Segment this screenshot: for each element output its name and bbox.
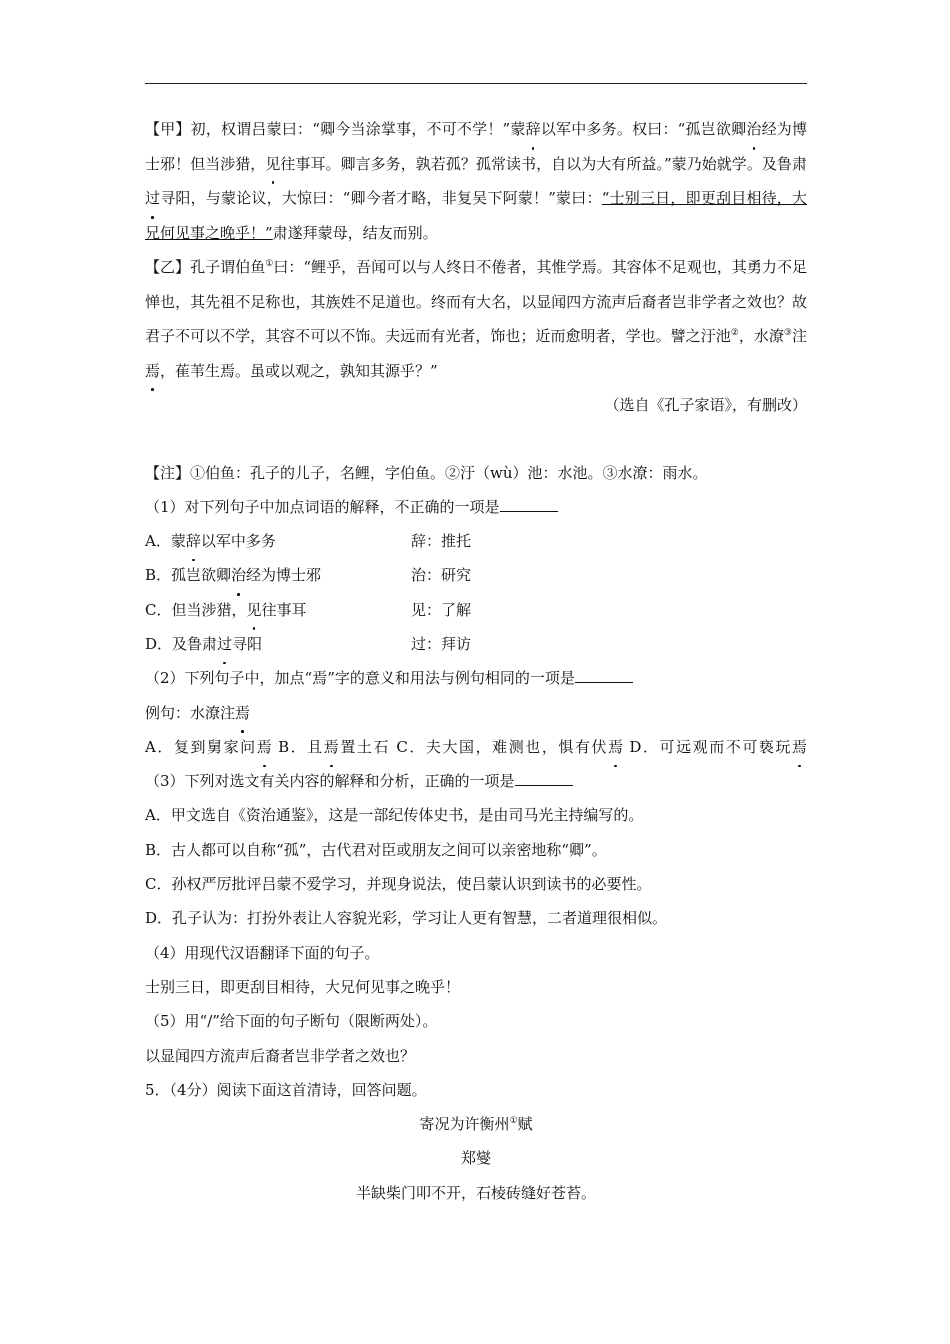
text: 以军中多务。权曰：“孤岂欲卿	[540, 120, 747, 138]
option-gloss: 过：拜访	[411, 634, 472, 653]
footnote-mark: ③	[783, 328, 792, 338]
dotted-char: 焉	[235, 696, 250, 730]
q2-example	[145, 696, 807, 730]
q3-option-d: D．孔子认为：打扮外表让人容貌光彩，学习让人更有智慧，二者道理很相似。	[145, 909, 668, 928]
text: 置土石 C．夫大国，难测也，惧有伏	[338, 737, 609, 756]
answer-blank[interactable]	[575, 668, 633, 683]
text: A．复到舅家问	[145, 737, 257, 756]
text: 肃遂拜蒙母，结友而别。	[272, 223, 438, 242]
text: B．孤岂欲卿	[145, 566, 232, 585]
answer-blank[interactable]	[500, 497, 558, 512]
option-gloss: 治：研究	[411, 566, 472, 585]
header-rule	[145, 83, 807, 84]
text: 寻阳，与蒙论议，大惊曰：“卿今者才略，非复吴下阿蒙！”蒙曰：	[160, 189, 602, 207]
footnote-mark: ①	[509, 1116, 518, 1127]
text: 例句：水潦注	[145, 703, 236, 722]
dotted-char: 辞	[186, 524, 201, 558]
text: D．及鲁肃	[145, 634, 218, 653]
text: ，萑苇生焉。虽或以观之，孰知其源乎？”	[160, 361, 438, 380]
footnote-mark: ①	[265, 259, 274, 269]
q5-sentence: 以显闻四方流声后裔者岂非学者之效也？	[145, 1046, 416, 1065]
text: D．可远观而不可亵玩	[623, 737, 792, 756]
option-text	[145, 524, 276, 558]
q3-option-b: B．古人都可以自称“孤”，古代君对臣或朋友之间可以亲密地称“卿”。	[145, 840, 607, 859]
source-citation: （选自《孔子家语》，有删改）	[604, 396, 807, 414]
text: 【甲】初，权谓吕蒙曰：“卿今当涂掌事，不可不学！”蒙	[145, 120, 526, 138]
q2-options	[145, 730, 807, 764]
text: B．且	[271, 737, 324, 756]
footnote-mark: ②	[730, 328, 739, 338]
q1-stem	[145, 490, 807, 524]
dotted-char: 见	[246, 593, 261, 627]
passage-yi	[145, 250, 807, 388]
dotted-char: 焉	[257, 730, 272, 764]
dotted-char: 过	[145, 181, 160, 216]
text: C．但当涉猎，	[145, 600, 247, 619]
text: （1）对下列句子中加点词语的解释，不正确的一项是	[145, 497, 500, 516]
q5-stem: （5）用“/”给下面的句子断句（限断两处）。	[145, 1012, 438, 1031]
text: 【乙】孔子谓伯鱼	[145, 258, 266, 276]
q1-option-c	[145, 593, 807, 627]
text: （3）下列对选文有关内容的解释和分析，正确的一项是	[145, 772, 515, 791]
q4-stem: （4）用现代汉语翻译下面的句子。	[145, 943, 380, 962]
annotation-notes: 【注】①伯鱼：孔子的儿子，名鲤，字伯鱼。②汙（wù）池：水池。③水潦：雨水。	[145, 463, 708, 482]
underlined-sentence: “士别三日，即更刮目相待，大兄何见事之晚乎！”	[145, 189, 808, 242]
dotted-char: 过	[217, 627, 232, 661]
dotted-char: 焉	[324, 730, 339, 764]
question-5-stem: 5．（4分）阅读下面这首清诗，回答问题。	[145, 1080, 427, 1099]
dotted-char: 焉	[145, 354, 160, 389]
q4-sentence: 士别三日，即更刮目相待，大兄何见事之晚乎！	[145, 977, 461, 996]
q1-option-b	[145, 558, 807, 592]
q3-stem	[145, 764, 807, 798]
q3-option-c: C．孙权严厉批评吕蒙不爱学习，并现身说法，使吕蒙认识到读书的必要性。	[145, 875, 652, 894]
q1-option-a	[145, 524, 807, 558]
text: 曰：“鲤乎，吾闻可以与人终日不倦者，其惟学焉。其容体不足观也，其勇力不足惮也，其先祖不足称也，其族姓不足道也。终而有大名，以显闻四方流声后裔者岂非学者之效也？故君子不可以不学，其容不可以不饰。夫远而有光者，饰也；近而愈明者，学也。譬之汙池	[145, 258, 807, 345]
poem-title	[145, 1107, 807, 1141]
text: 寻阳	[232, 634, 263, 653]
dotted-char: 治	[746, 112, 761, 147]
passage-jia	[145, 112, 807, 250]
option-text	[145, 627, 262, 661]
q1-option-d	[145, 627, 807, 661]
dotted-char: 焉	[792, 730, 807, 764]
dotted-char: 见	[265, 147, 280, 182]
text: 寄况为许衡州	[419, 1115, 510, 1134]
text: ，水潦	[738, 327, 784, 345]
option-gloss: 辞：推托	[411, 532, 472, 551]
option-gloss: 见：了解	[411, 600, 472, 619]
text: 注	[791, 327, 807, 345]
q3-option-a: A．甲文选自《资治通鉴》，这是一部纪传体史书，是由司马光主持编写的。	[145, 806, 644, 825]
text: 经为博士邪	[246, 566, 322, 585]
text: 赋	[517, 1115, 533, 1134]
document-body	[145, 112, 807, 1210]
dotted-char: 焉	[608, 730, 623, 764]
text: 往事耳	[261, 600, 307, 619]
dotted-char: 辞	[526, 112, 541, 147]
dotted-char: 治	[231, 558, 246, 592]
q2-stem	[145, 661, 807, 695]
text: （2）下列句子中，加点“焉”字的意义和用法与例句相同的一项是	[145, 669, 575, 688]
option-text	[145, 558, 321, 592]
text: A．蒙	[145, 532, 186, 551]
poem-line-1: 半缺柴门叩不开，石棱砖缝好苍苔。	[355, 1183, 596, 1202]
text: 经为博士邪！但当涉猎，	[145, 120, 807, 173]
text: 往事耳。卿言多务，孰若孤？孤常读书，自以为大有所益。”蒙乃始就学。及鲁肃	[280, 154, 807, 173]
option-text	[145, 593, 307, 627]
text: 以军中多务	[200, 532, 276, 551]
answer-blank[interactable]	[515, 771, 573, 786]
poem-author: 郑燮	[460, 1149, 491, 1168]
